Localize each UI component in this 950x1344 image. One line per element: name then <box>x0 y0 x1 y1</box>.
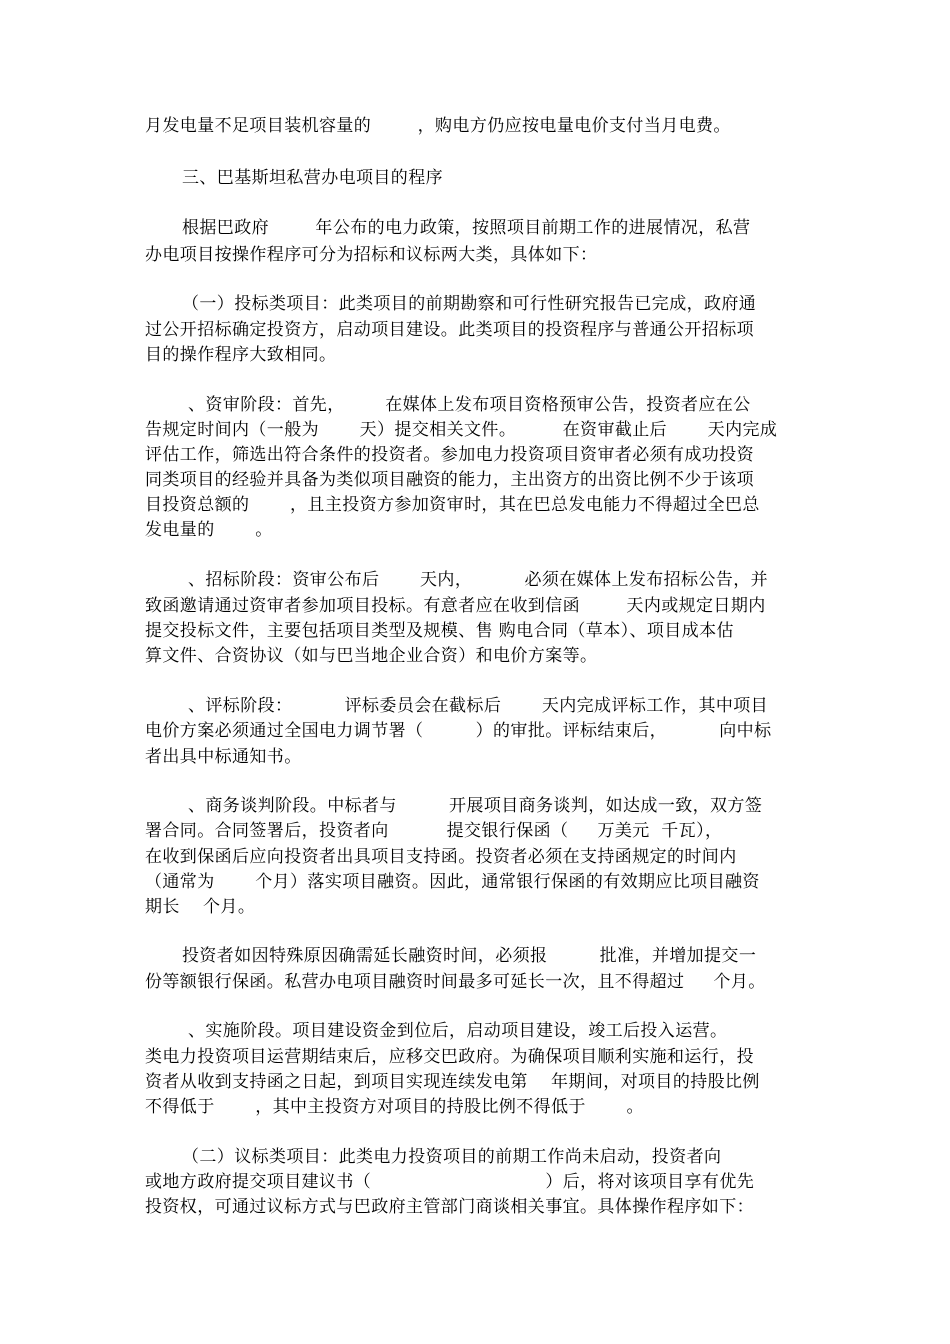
text-line: 或地方政府提交项目建议书（ ）后，将对该项目享有优先 <box>145 1172 755 1192</box>
text-line: 投资权，可通过议标方式与巴政府主管部门商谈相关事宜。具体操作程序如下： <box>145 1197 754 1217</box>
subsection-heading: （二）议标类项目：此类电力投资项目的前期工作尚未启动，投资者向 <box>182 1147 722 1167</box>
text-line: 不得低于 ，其中主投资方对项目的持股比例不得低于 。 <box>145 1097 644 1117</box>
text-line: 、评标阶段： 评标委员会在截标后 天内完成评标工作，其中项目 <box>188 696 769 716</box>
text-line: 、实施阶段。项目建设资金到位后，启动项目建设，竣工后投入运营。 <box>188 1021 728 1041</box>
text-line: 同类项目的经验并具备为类似项目融资的能力，主出资方的出资比例不少于该项 <box>145 470 754 490</box>
text-line: 月发电量不足项目装机容量的 ，购电方仍应按电量电价支付当月电费。 <box>145 116 731 136</box>
section-heading: 三、巴基斯坦私营办电项目的程序 <box>182 168 443 188</box>
text-line: 评估工作，筛选出符合条件的投资者。参加电力投资项目资审者必须有成功投资 <box>145 445 754 465</box>
text-line: 、招标阶段：资审公布后 天内， 必须在媒体上发布招标公告，并 <box>188 570 769 590</box>
text-line: 过公开招标确定投资方，启动项目建设。此类项目的投资程序与普通公开招标项 <box>145 320 754 340</box>
text-line: 根据巴政府 年公布的电力政策，按照项目前期工作的进展情况，私营 <box>182 218 751 238</box>
text-line: 类电力投资项目运营期结束后，应移交巴政府。为确保项目顺利实施和运行，投 <box>145 1047 754 1067</box>
text-line: 份等额银行保函。私营办电项目融资时间最多可延长一次，且不得超过 个月。 <box>145 972 766 992</box>
text-line: 告规定时间内（一般为 天）提交相关文件。 在资审截止后 天内完成 <box>145 420 778 440</box>
text-line: 署合同。合同签署后，投资者向 提交银行保函（ 万美元 千瓦）， <box>145 821 723 841</box>
text-line: 、商务谈判阶段。中标者与 开展项目商务谈判，如达成一致，双方签 <box>188 796 763 816</box>
text-line: 发电量的 。 <box>145 520 273 540</box>
text-line: 者出具中标通知书。 <box>145 747 302 767</box>
text-line: 投资者如因特殊原因确需延长融资时间，必须报 批准，并增加提交一 <box>182 946 757 966</box>
text-line: 提交投标文件，主要包括项目类型及规模、售 购电合同（草本）、项目成本估 <box>145 621 734 641</box>
text-line: 算文件、合资协议（如与巴当地企业合资）和电价方案等。 <box>145 646 598 666</box>
text-line: 期长 个月。 <box>145 897 256 917</box>
text-line: 资者从收到支持函之日起，到项目实现连续发电第 年期间，对项目的持股比例 <box>145 1072 760 1092</box>
subsection-heading: （一）投标类项目：此类项目的前期勘察和可行性研究报告已完成，政府通 <box>182 294 757 314</box>
text-line: 电价方案必须通过全国电力调节署（ ）的审批。评标结束后， 向中标 <box>145 721 772 741</box>
text-line: 、资审阶段：首先， 在媒体上发布项目资格预审公告，投资者应在公 <box>188 395 751 415</box>
text-line: 在收到保函后应向投资者出具项目支持函。投资者必须在支持函规定的时间内 <box>145 847 737 867</box>
text-line: 致函邀请通过资审者参加项目投标。有意者应在收到信函 天内或规定日期内 <box>145 596 766 616</box>
text-line: （通常为 个月）落实项目融资。因此，通常银行保函的有效期应比项目融资 <box>145 872 760 892</box>
text-line: 目投资总额的 ，且主投资方参加资审时，其在巴总发电能力不得超过全巴总 <box>145 495 760 515</box>
text-line: 办电项目按操作程序可分为招标和议标两大类，具体如下： <box>145 245 598 265</box>
text-line: 目的操作程序大致相同。 <box>145 345 337 365</box>
